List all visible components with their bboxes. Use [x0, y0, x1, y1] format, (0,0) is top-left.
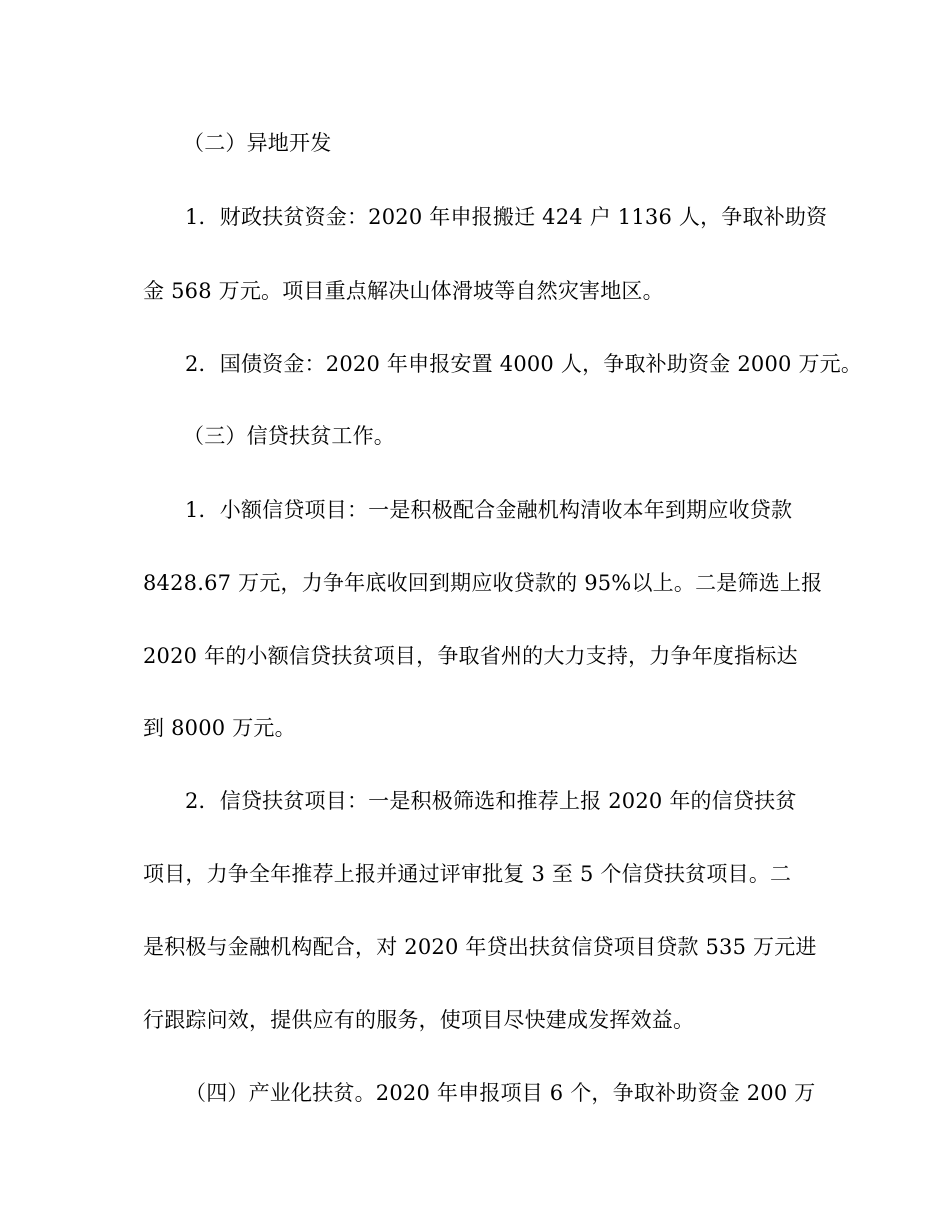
paragraph-line: 到 8000 万元。: [143, 716, 296, 740]
paragraph-line: 2020 年的小额信贷扶贫项目，争取省州的大力支持，力争年度指标达: [143, 644, 798, 668]
paragraph-line: 1．财政扶贫资金：2020 年申报搬迁 424 户 1136 人，争取补助资: [185, 205, 828, 229]
section-heading-credit: （三）信贷扶贫工作。: [183, 424, 395, 448]
paragraph-line: 8428.67 万元，力争年底收回到期应收贷款的 95%以上。二是筛选上报: [143, 571, 823, 595]
paragraph-line: 2．信贷扶贫项目：一是积极筛选和推荐上报 2020 年的信贷扶贫: [185, 789, 797, 813]
section-heading-relocation: （二）异地开发: [183, 131, 332, 155]
paragraph-line: 1．小额信贷项目：一是积极配合金融机构清收本年到期应收贷款: [185, 498, 793, 522]
paragraph-line: 项目，力争全年推荐上报并通过评审批复 3 至 5 个信贷扶贫项目。二: [143, 862, 792, 886]
paragraph-line: 金 568 万元。项目重点解决山体滑坡等自然灾害地区。: [143, 279, 664, 303]
section-heading-industrialization: （四）产业化扶贫。2020 年申报项目 6 个，争取补助资金 200 万: [185, 1081, 816, 1105]
paragraph-line: 行跟踪问效，提供应有的服务，使项目尽快建成发挥效益。: [143, 1008, 695, 1032]
paragraph-line: 是积极与金融机构配合，对 2020 年贷出扶贫信贷项目贷款 535 万元进: [143, 935, 817, 959]
paragraph-line: 2．国债资金：2020 年申报安置 4000 人，争取补助资金 2000 万元。: [185, 352, 863, 376]
